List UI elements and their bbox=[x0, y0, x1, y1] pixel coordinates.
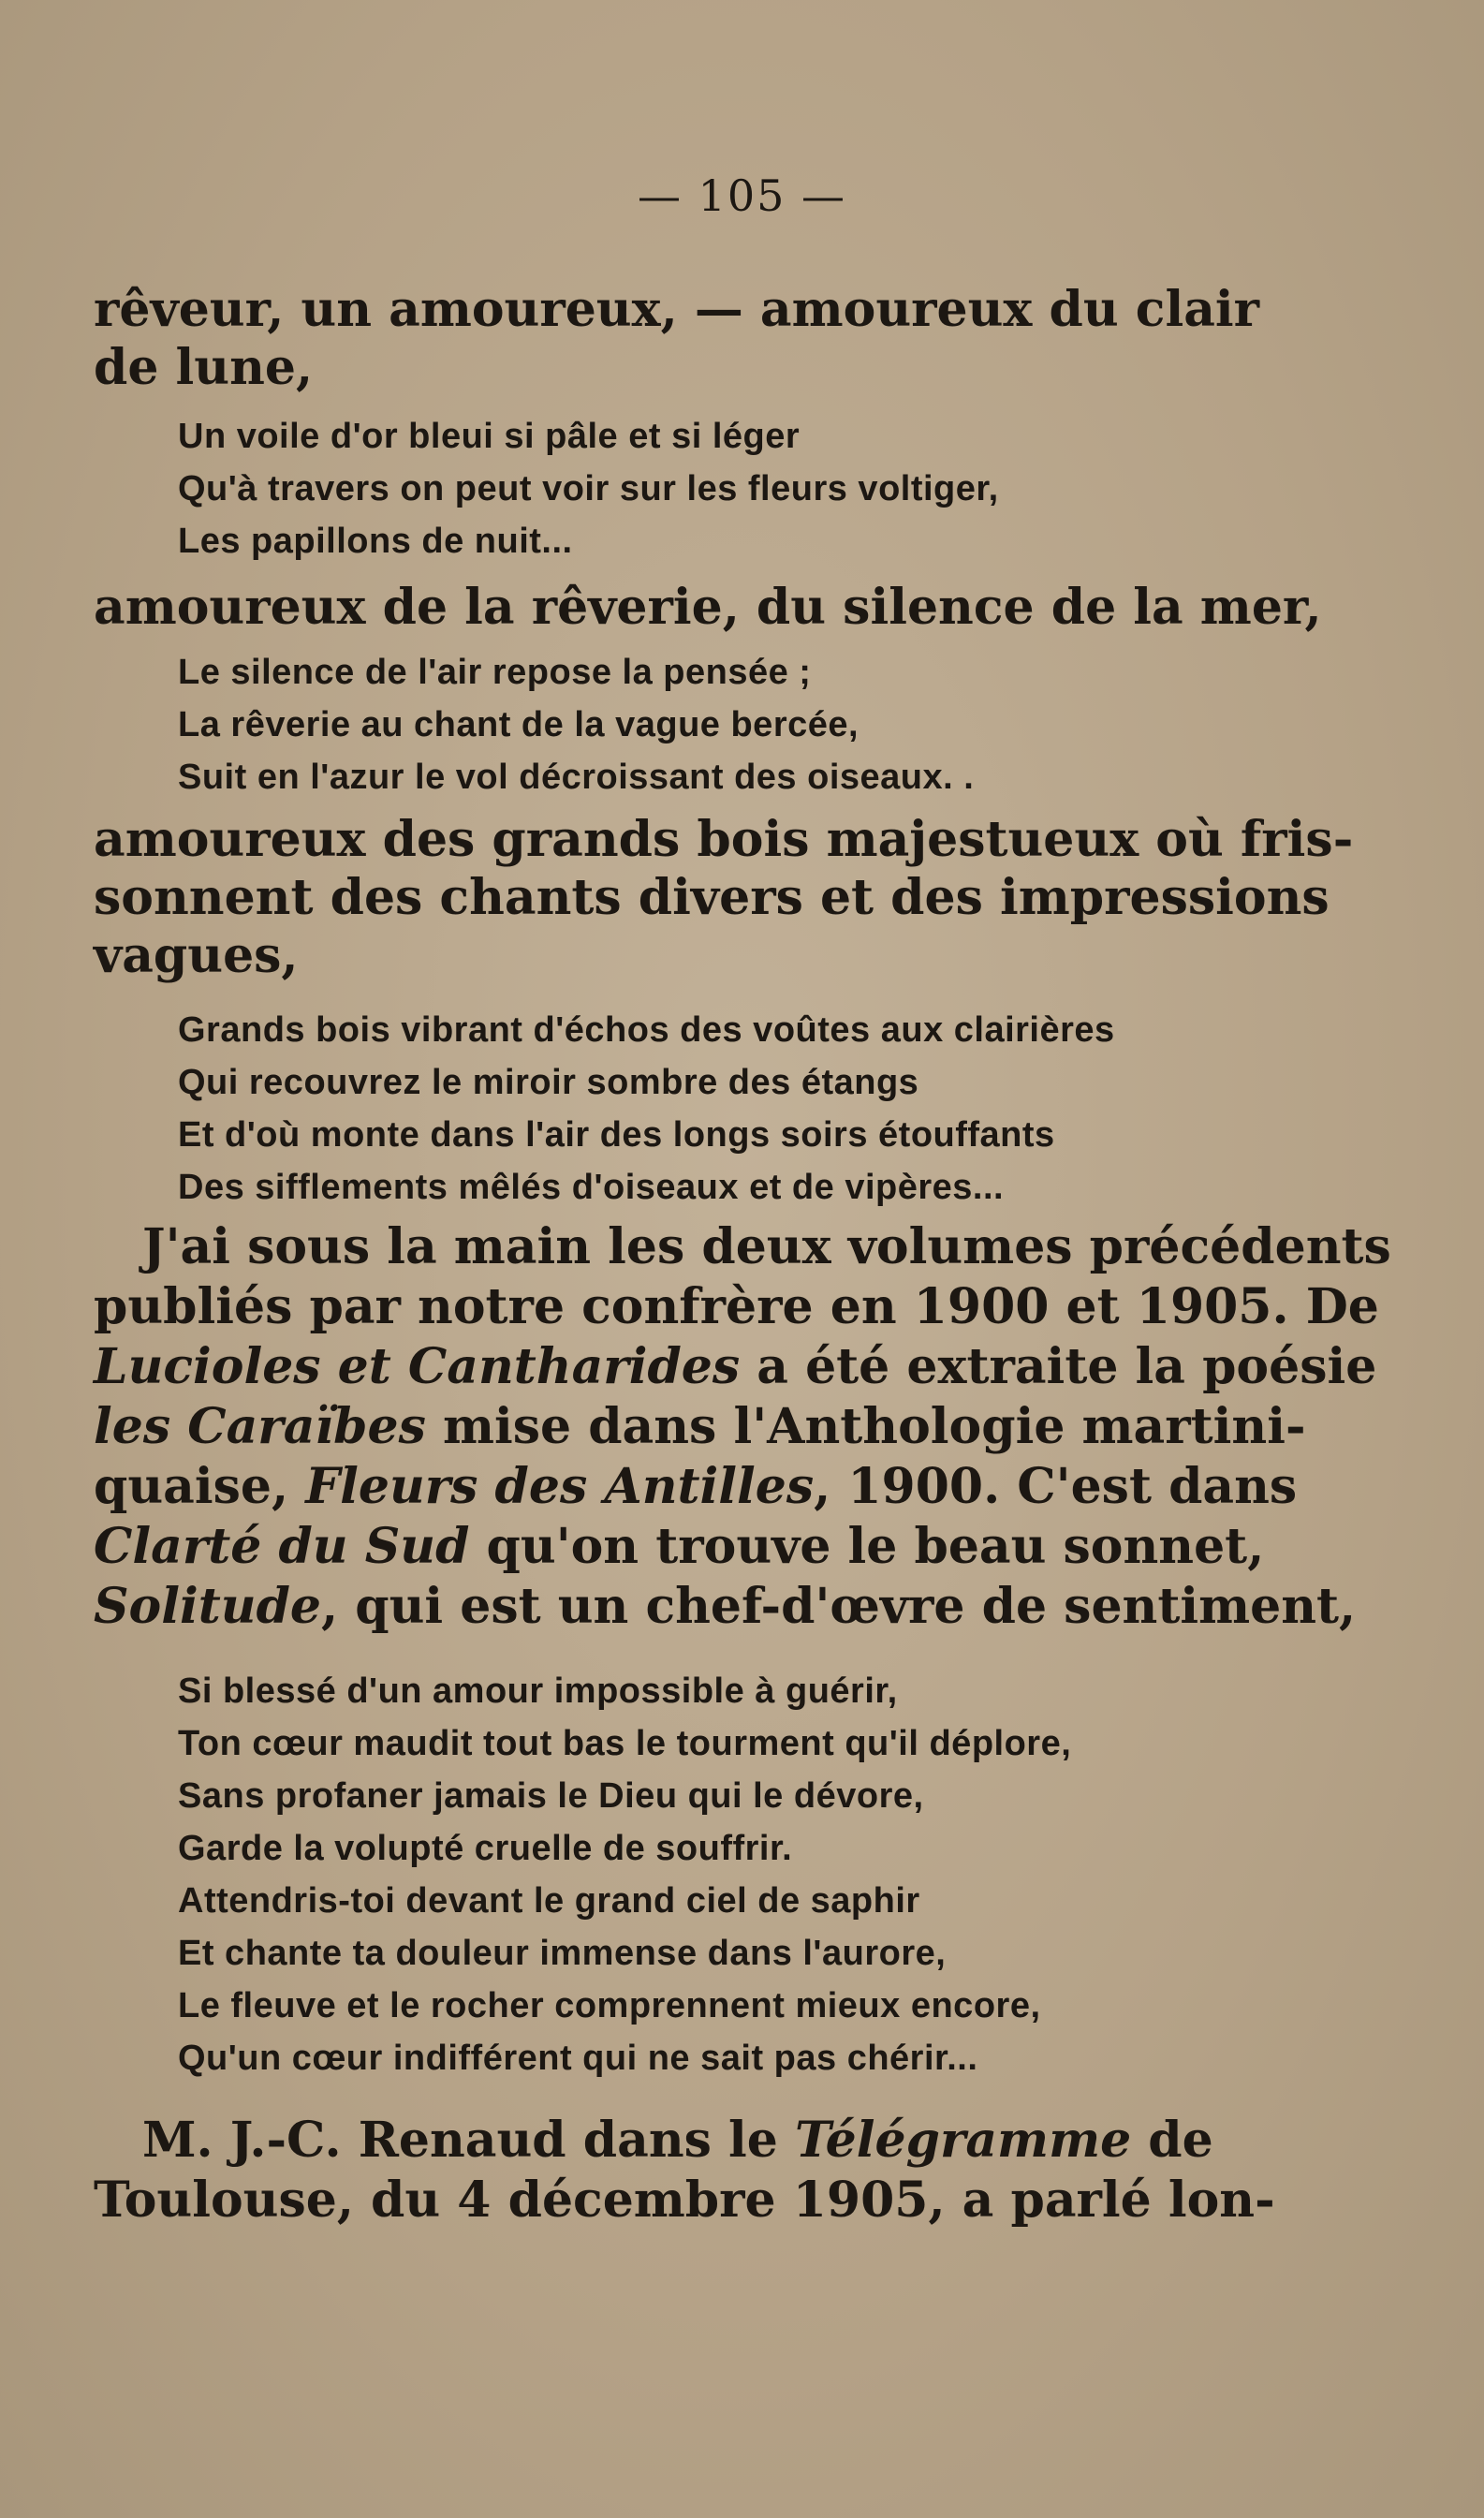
prose-line: M. J.-C. Renaud dans le Télégramme de bbox=[142, 2112, 1213, 2169]
prose-line: Toulouse, du 4 décembre 1905, a parlé lon- bbox=[94, 2172, 1275, 2229]
page-number: — 105 — bbox=[637, 170, 847, 221]
prose-line: de lune, bbox=[94, 339, 314, 396]
newspaper-title: Télégramme bbox=[794, 2112, 1132, 2169]
sonnet-title: Solitude bbox=[94, 1578, 322, 1635]
verse-line: Les papillons de nuit... bbox=[178, 522, 573, 561]
prose-line: publiés par notre confrère en 1900 et 1905. De bbox=[94, 1278, 1379, 1335]
prose-line: quaise, Fleurs des Antilles, 1900. C'est dans bbox=[94, 1458, 1298, 1515]
verse-line: Ton cœur maudit tout bas le tourment qu'il déplore, bbox=[178, 1724, 1072, 1763]
prose-line: rêveur, un amoureux, — amoureux du clair bbox=[94, 281, 1260, 338]
verse-line: Des sifflements mêlés d'oiseaux et de vipères... bbox=[178, 1168, 1005, 1207]
prose-line: Clarté du Sud qu'on trouve le beau sonnet, bbox=[94, 1518, 1265, 1575]
verse-line: Garde la volupté cruelle de souffrir. bbox=[178, 1829, 793, 1868]
verse-line: La rêverie au chant de la vague bercée, bbox=[178, 705, 860, 744]
verse-line: Le fleuve et le rocher comprennent mieux encore, bbox=[178, 1986, 1041, 2025]
prose-line: Solitude, qui est un chef-d'œvre de sentiment, bbox=[94, 1578, 1357, 1635]
anthology-title: Fleurs des Antilles bbox=[305, 1458, 815, 1515]
verse-line: Sans profaner jamais le Dieu qui le dévore, bbox=[178, 1776, 924, 1816]
verse-line: Qui recouvrez le miroir sombre des étangs bbox=[178, 1063, 919, 1102]
prose-line: Lucioles et Cantharides a été extraite la poésie bbox=[94, 1338, 1377, 1395]
verse-block-1 bbox=[94, 410, 1255, 567]
paragraph-5 bbox=[94, 2111, 1275, 2231]
book-title: Lucioles et Cantharides bbox=[94, 1338, 741, 1395]
paragraph-3 bbox=[94, 811, 1354, 985]
verse-line: Suit en l'azur le vol décroissant des oiseaux. . bbox=[178, 758, 975, 797]
verse-line: Qu'à travers on peut voir sur les fleurs voltiger, bbox=[178, 469, 999, 508]
prose-line: amoureux de la rêverie, du silence de la mer, bbox=[94, 579, 1322, 636]
prose-line: J'ai sous la main les deux volumes précédents bbox=[142, 1218, 1391, 1275]
verse-line: Le silence de l'air repose la pensée ; bbox=[178, 653, 812, 692]
prose-line: amoureux des grands bois majestueux où fris- bbox=[94, 811, 1354, 868]
verse-line: Et d'où monte dans l'air des longs soirs étouffants bbox=[178, 1115, 1055, 1155]
verse-block-4 bbox=[94, 1665, 1255, 2084]
verse-block-3 bbox=[94, 1004, 1255, 1214]
book-title: Clarté du Sud bbox=[94, 1518, 470, 1575]
paragraph-2 bbox=[94, 579, 1322, 637]
verse-line: Qu'un cœur indifférent qui ne sait pas chérir... bbox=[178, 2039, 978, 2078]
verse-line: Attendris-toi devant le grand ciel de saphir bbox=[178, 1881, 920, 1921]
verse-block-2 bbox=[94, 646, 1255, 803]
verse-line: Si blessé d'un amour impossible à guérir, bbox=[178, 1671, 898, 1711]
poem-title: les Caraïbes bbox=[94, 1398, 426, 1455]
verse-line: Et chante ta douleur immense dans l'aurore, bbox=[178, 1934, 947, 1973]
prose-line: sonnent des chants divers et des impressions bbox=[94, 869, 1330, 926]
paragraph-1 bbox=[94, 281, 1260, 397]
prose-line: les Caraïbes mise dans l'Anthologie martini- bbox=[94, 1398, 1306, 1455]
prose-line: vagues, bbox=[94, 927, 299, 984]
verse-line: Un voile d'or bleui si pâle et si léger bbox=[178, 417, 801, 456]
paragraph-4 bbox=[94, 1217, 1391, 1637]
verse-line: Grands bois vibrant d'échos des voûtes aux clairières bbox=[178, 1010, 1115, 1050]
